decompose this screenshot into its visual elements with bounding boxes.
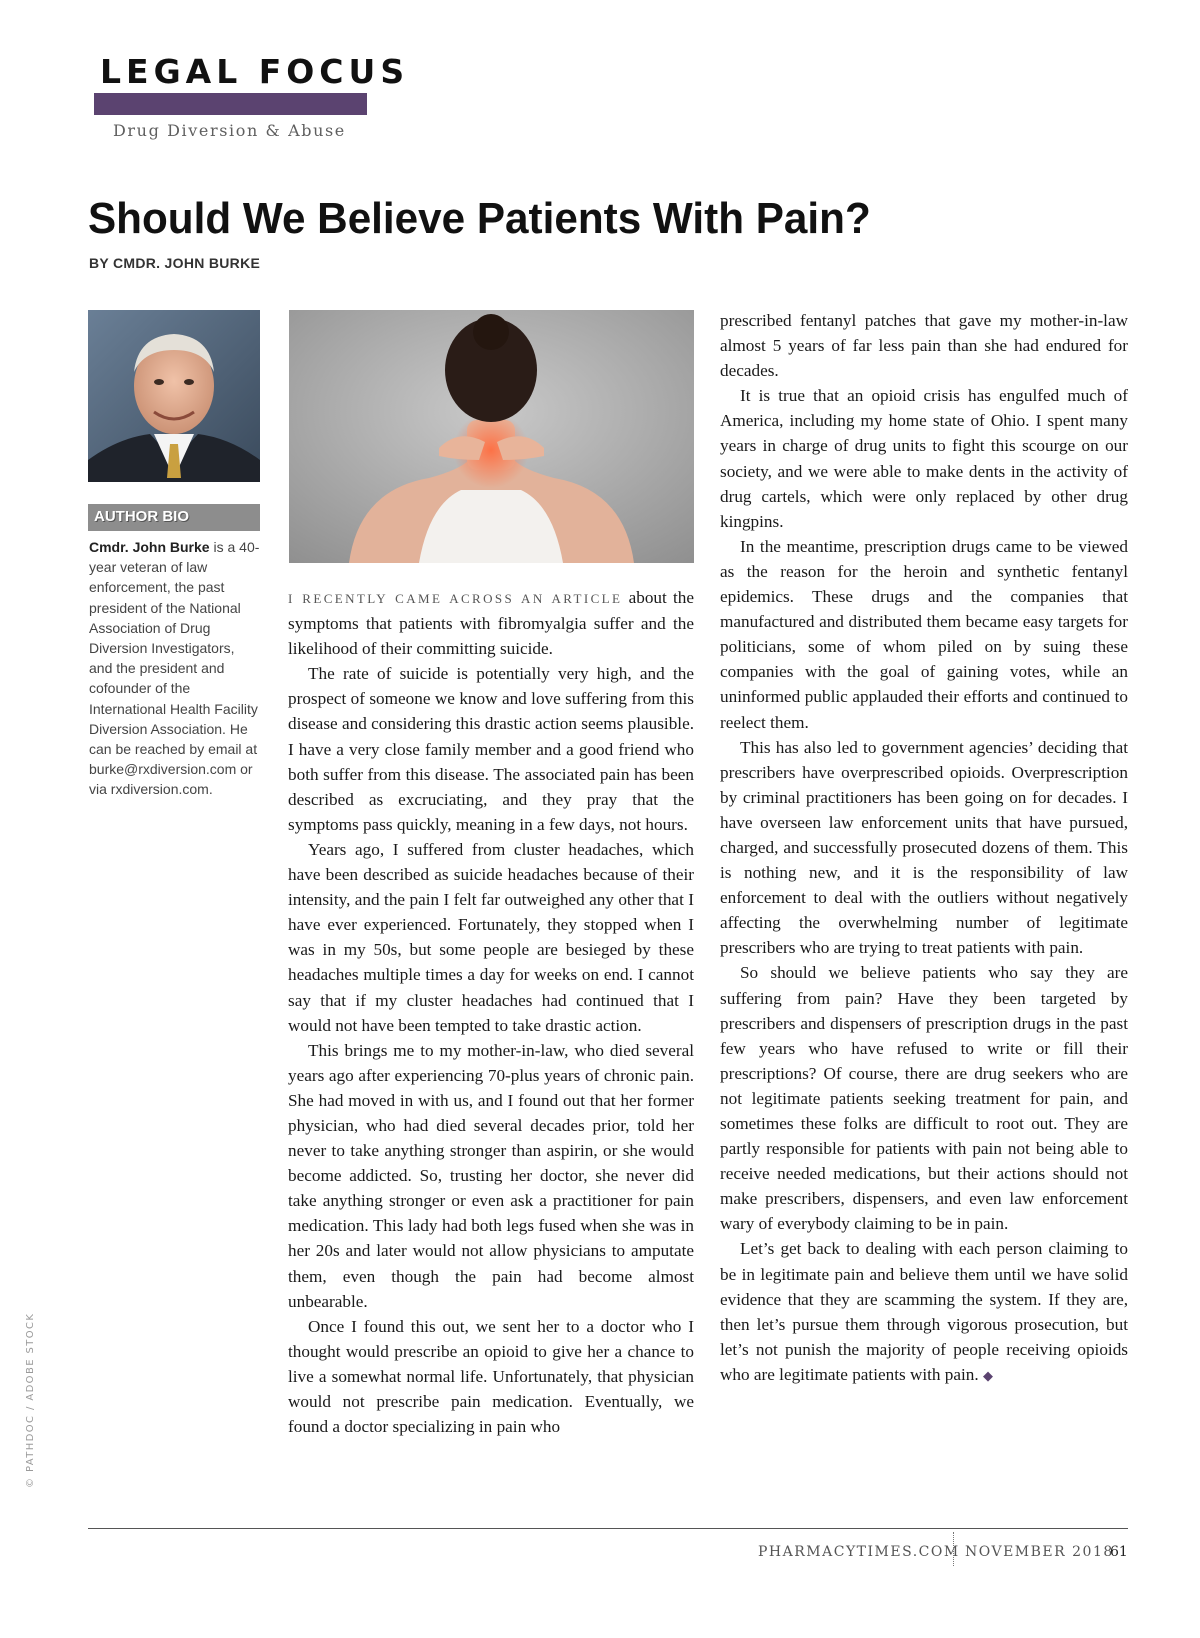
author-name: Cmdr. John Burke <box>89 539 210 555</box>
author-photo <box>88 310 260 482</box>
article-paragraph: So should we believe patients who say they are suffering from pain? Have they been targeted by prescribers and dispensers of prescription drugs in the past few years who have refused to write or fill their prescriptions? Of course, there are drug seekers who are not legitimate patients seeking treatment for pain, and sometimes these folks are difficult to root out. They are partly responsible for patients with pain not being able to receive needed medications, but their actions should not make prescribers, dispensers, and even law enforcement wary of everybody claiming to be in pain. <box>720 963 1128 1234</box>
paragraph-text: Let’s get back to dealing with each person claiming to be in legitimate pain and believe them until we have solid evidence that they are scamming the system. If they are, then let’s pursue them through vigorous prosecution, but let’s not punish the majority of people receiving opioids who are legitimate patients with pain. <box>720 1239 1128 1384</box>
footer-rule <box>88 1528 1128 1529</box>
article-paragraph <box>720 1236 1128 1388</box>
article-paragraph: The rate of suicide is potentially very high, and the prospect of someone we know and love suffering from this disease and considering this drastic action seems plausible. I have a very close family member and a good friend who both suffer from this disease. The associated pain has been described as excruciating, and they pray that the symptoms pass quickly, meaning in a few days, not hours. <box>288 664 694 834</box>
footer-site: PHARMACYTIMES.COM <box>758 1544 960 1560</box>
article-paragraph <box>288 585 694 661</box>
lead-in: I RECENTLY CAME ACROSS AN ARTICLE <box>288 591 623 606</box>
author-bio-header <box>88 504 260 531</box>
section-label: LEGAL FOCUS <box>100 52 410 91</box>
article-paragraph: Once I found this out, we sent her to a doctor who I thought would prescribe an opioid to give her a chance to live a somewhat normal life. Unfortunately, that physician would not prescribe pain medication. Eventually, we found a doctor specializing in pain who <box>288 1316 694 1437</box>
article-paragraph: It is true that an opioid crisis has engulfed much of America, including my home state of Ohio. I spent many years in charge of drug units to fight this scourge on our society, and we were able to make dents in the activity of drug cartels, which were only replaced by other drug kingpins. <box>720 386 1128 531</box>
article-paragraph: This brings me to my mother-in-law, who died several years ago after experiencing 70-plus years of chronic pain. She had moved in with us, and I found out that her former physician, who had died several decades prior, told her never to take anything stronger than aspirin, or she would become addicted. So, trusting her doctor, she never did take anything stronger or even ask a practitioner for pain medication. This lady had both legs fused when she was in her 20s and later would not allow physicians to amputate them, even though the pain had become almost unbearable. <box>288 1040 694 1311</box>
article-title: Should We Believe Patients With Pain? <box>88 194 871 243</box>
author-bio-text <box>89 537 261 800</box>
article-paragraph: In the meantime, prescription drugs came to be viewed as the reason for the heroin and synthetic fentanyl epidemics. These drugs and the companies that manufactured and distributed them became easy targets for politicians, some of whom piled on by suing these companies with the goal of gaining votes, while an uninformed public applauded their efforts and continued to reelect them. <box>720 536 1128 732</box>
section-accent-bar <box>94 93 367 115</box>
footer-date: NOVEMBER 2018 <box>965 1544 1114 1560</box>
article-paragraph: prescribed fentanyl patches that gave my mother-in-law almost 5 years of far less pain than she had endured for decades. <box>720 311 1128 381</box>
article-photo <box>289 310 694 563</box>
page-number: 61 <box>1110 1544 1128 1560</box>
article-column-middle <box>288 585 694 1439</box>
section-subtitle: Drug Diversion & Abuse <box>113 121 346 140</box>
end-mark-icon: ◆ <box>983 1367 993 1383</box>
article-paragraph: Years ago, I suffered from cluster headaches, which have been described as suicide headaches because of their intensity, and the pain I felt far outweighed any other that I have ever experienced. Fortunately, they stopped when I was in my 50s, but some people are besieged by these headaches multiple times a day for weeks on end. I cannot say that if my cluster headaches had continued that I would not have been tempted to take drastic action. <box>288 839 694 1035</box>
byline: BY CMDR. JOHN BURKE <box>89 255 261 271</box>
author-bio-label: AUTHOR BIO <box>94 508 189 525</box>
article-column-right <box>720 308 1128 1388</box>
paragraph-text: about the symptoms that patients with fibromyalgia suffer and the likelihood of their committing suicide. <box>288 588 694 659</box>
photo-credit: © PATHDOC / ADOBE STOCK <box>25 1312 36 1488</box>
article-paragraph: This has also led to government agencies’ deciding that prescribers have overprescribed opioids. Overprescription by criminal practitioners has been going on for decades. I have overseen law enforcement units that have pursued, charged, and successfully prosecuted dozens of them. This is nothing new, and it is the responsibility of law enforcement to deal with the outliers without negatively affecting the overwhelming number of legitimate prescribers who are trying to treat patients with pain. <box>720 737 1128 958</box>
footer-separator <box>953 1532 954 1566</box>
author-bio-body: is a 40-year veteran of law enforcement, the past president of the National Association of Drug Diversion Investigators, and the president and cofounder of the International Health Facility Diversion Association. He can be reached by email at burke@rxdiversion.com or via rxdiversion.com. <box>89 539 260 798</box>
